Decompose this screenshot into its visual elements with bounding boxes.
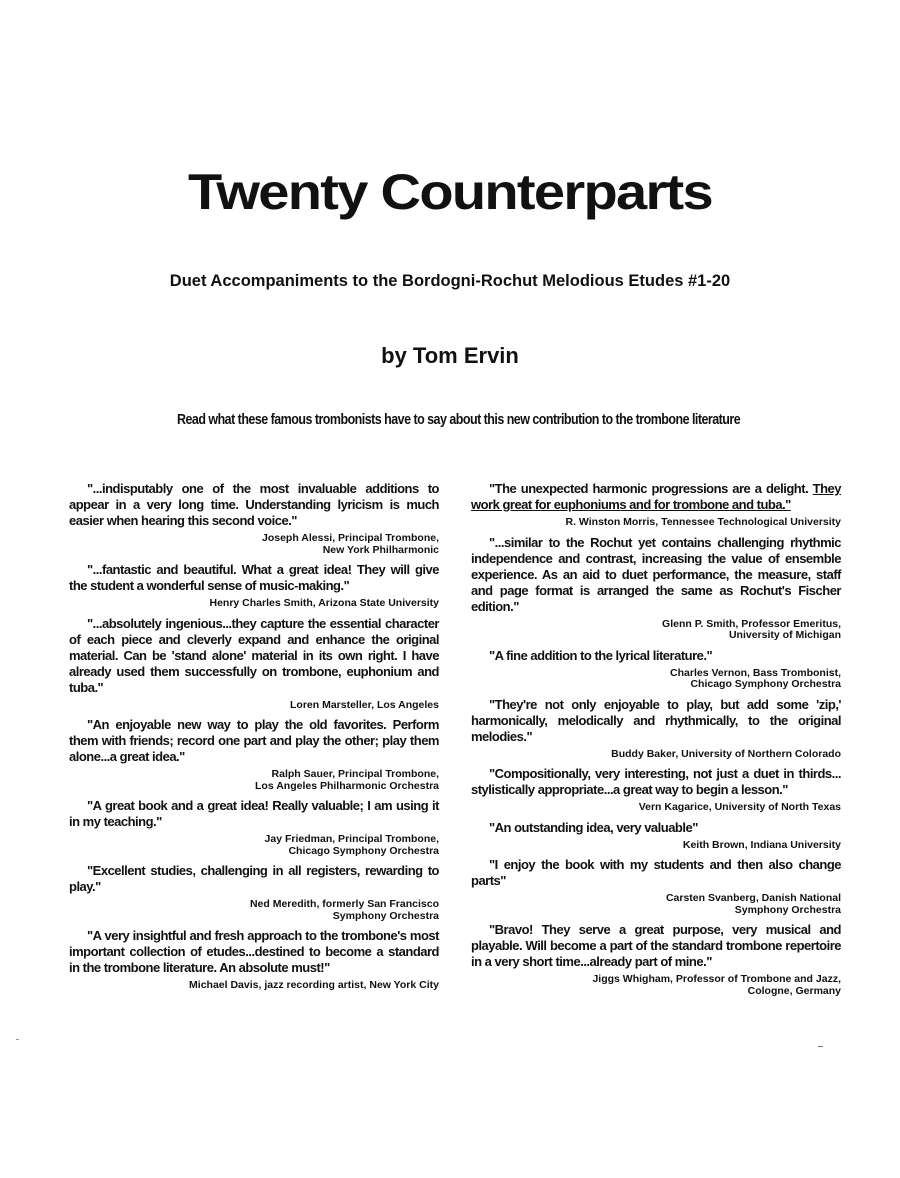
testimonial-quote: "An outstanding idea, very valuable" <box>489 819 698 835</box>
testimonial <box>69 798 439 857</box>
testimonial-author: Joseph Alessi, Principal Trombone, New York Philharmonic <box>262 532 439 556</box>
right-testimonial-column <box>471 481 841 1003</box>
testimonial-quote: "They're not only enjoyable to play, but add some 'zip,' harmonically, melodically and rhythmically, to the original melodies." <box>471 696 841 744</box>
testimonial-author: Henry Charles Smith, Arizona State University <box>209 597 439 609</box>
testimonial <box>471 535 841 642</box>
testimonial <box>69 928 439 992</box>
scan-speck <box>16 1039 19 1040</box>
testimonial-quote: "A great book and a great idea! Really valuable; I am using it in my teaching." <box>69 798 439 829</box>
testimonial-quote: "...indisputably one of the most invaluable additions to appear in a very long time. Understanding lyricism is much easier when hearing this second voice." <box>69 481 439 528</box>
testimonial-author: Jiggs Whigham, Professor of Trombone and Jazz, Cologne, Germany <box>592 973 841 997</box>
intro-text: Read what these famous trombonists have to say about this new contribution to the trombone literature <box>177 412 741 428</box>
testimonial-author: Loren Marsteller, Los Angeles <box>290 698 439 711</box>
left-testimonial-column <box>69 481 439 998</box>
testimonial-author: Buddy Baker, University of Northern Colorado <box>611 747 841 760</box>
testimonial-quote: "A very insightful and fresh approach to the trombone's most important collection of etudes...destined to become a standard in the trombone literature. An absolute must!" <box>69 928 439 975</box>
testimonial-quote: "I enjoy the book with my students and then also change parts" <box>471 857 841 888</box>
testimonial <box>471 820 841 852</box>
testimonial-author: Vern Kagarice, University of North Texas <box>638 801 841 813</box>
testimonial-author: Keith Brown, Indiana University <box>682 838 841 851</box>
testimonial <box>471 857 841 916</box>
testimonial-quote <box>471 481 841 513</box>
testimonial <box>69 562 439 610</box>
page-subtitle: Duet Accompaniments to the Bordogni-Rochut Melodious Etudes #1-20 <box>169 272 731 290</box>
testimonial <box>471 922 841 997</box>
testimonial-quote: "Bravo! They serve a great purpose, very musical and playable. Will become a part of the standard trombone repertoire in a very short time...already part of mine." <box>471 922 841 969</box>
testimonial-quote: "Excellent studies, challenging in all registers, rewarding to play." <box>69 863 439 894</box>
testimonial-quote: "A fine addition to the lyrical literature." <box>489 647 713 663</box>
author-byline: by Tom Ervin <box>381 343 519 368</box>
testimonial-quote: "An enjoyable new way to play the old favorites. Perform them with friends; record one part and play the other; play them alone...a great idea." <box>69 717 439 764</box>
testimonial-author: Ralph Sauer, Principal Trombone, Los Angeles Philharmonic Orchestra <box>255 768 439 792</box>
testimonial-author: R. Winston Morris, Tennessee Technological University <box>565 516 841 528</box>
testimonial <box>471 766 841 814</box>
scan-speck <box>818 1046 823 1047</box>
testimonial-quote: "...absolutely ingenious...they capture the essential character of each piece and cleverly expand and enhance the original material. Can be 'stand alone' material in its own right. I have already used them successfully on trombone, euphonium and tuba." <box>69 615 439 695</box>
testimonial <box>471 697 841 761</box>
testimonial-author: Charles Vernon, Bass Trombonist, Chicago Symphony Orchestra <box>670 666 841 690</box>
testimonial-author: Michael Davis, jazz recording artist, New York City <box>189 979 439 991</box>
testimonial <box>471 648 841 691</box>
testimonial <box>69 863 439 922</box>
testimonial-quote: "Compositionally, very interesting, not just a duet in thirds... stylistically appropriate...a great way to begin a lesson." <box>471 766 841 797</box>
testimonial-author: Glenn P. Smith, Professor Emeritus, University of Michigan <box>662 617 841 641</box>
testimonial <box>69 481 439 556</box>
testimonial-author: Ned Meredith, formerly San Francisco Symphony Orchestra <box>249 898 439 922</box>
testimonial-quote-plain: "The unexpected harmonic progressions are a delight. <box>489 481 813 496</box>
testimonial-quote-underlined: They work great for euphoniums and for trombone and tuba." <box>471 481 841 512</box>
testimonial <box>471 481 841 529</box>
testimonial-quote: "...similar to the Rochut yet contains challenging rhythmic independence and contrast, increasing the value of ensemble experience. As an aid to duet performance, the measure, staff and page format is arranged the same as Rochut's Fischer edition." <box>471 534 841 614</box>
testimonial-author: Jay Friedman, Principal Trombone, Chicago Symphony Orchestra <box>264 833 439 857</box>
testimonial-quote: "...fantastic and beautiful. What a great idea! They will give the student a wonderful sense of music-making." <box>69 562 439 593</box>
testimonial <box>69 616 439 712</box>
testimonial <box>69 717 439 792</box>
testimonial-author: Carsten Svanberg, Danish National Symphony Orchestra <box>665 892 841 916</box>
page-title: Twenty Counterparts <box>188 164 712 220</box>
